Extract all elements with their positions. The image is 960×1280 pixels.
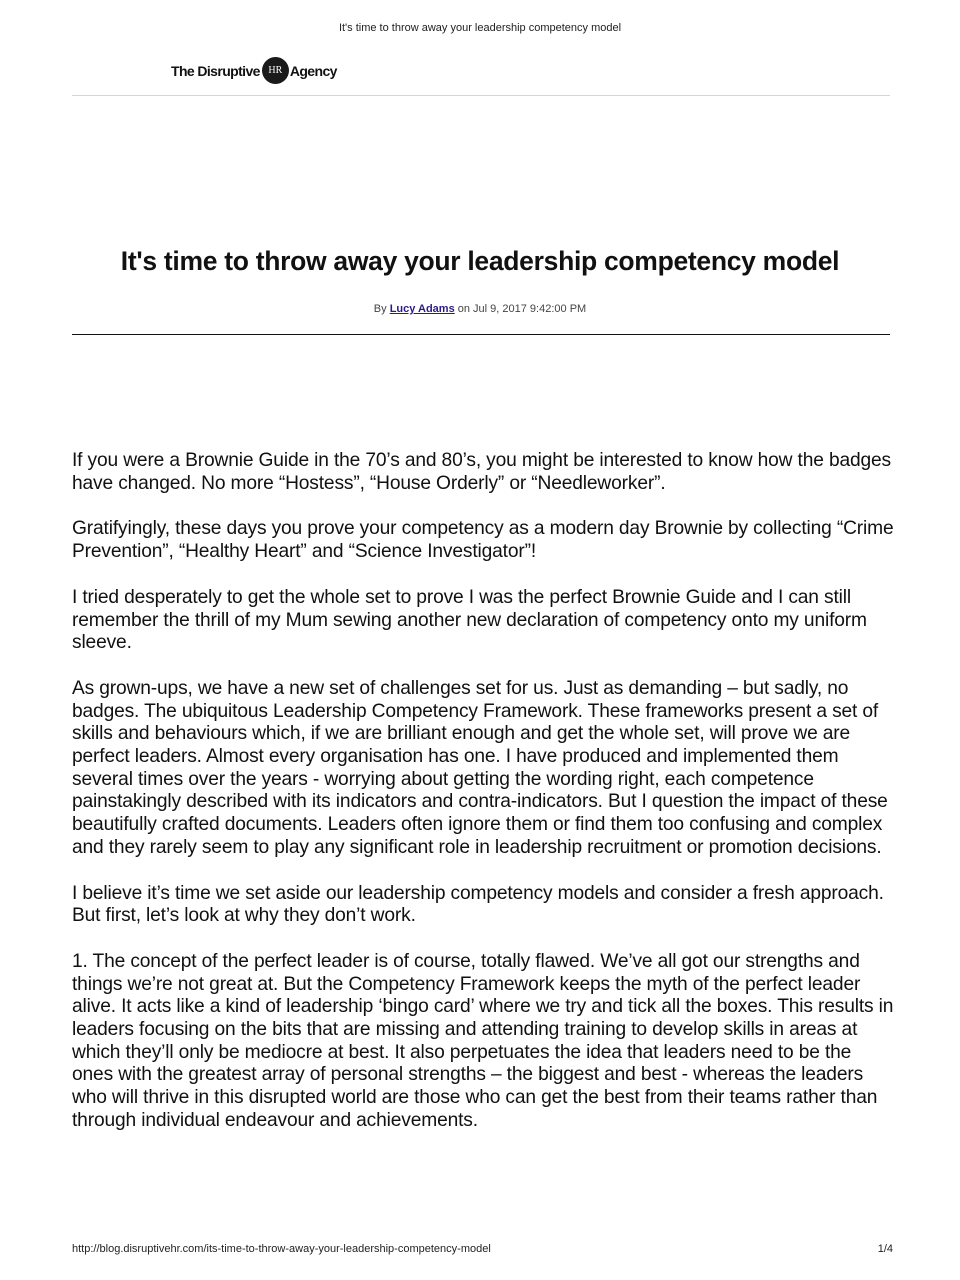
- byline-prefix: By: [373, 303, 387, 315]
- article-paragraph: I believe it’s time we set aside our leadership competency models and consider a fresh approach. But first, let’s look at why they don’t work.: [72, 882, 884, 927]
- page-number: 1/4: [877, 1243, 893, 1255]
- byline-date: on Jul 9, 2017 9:42:00 PM: [457, 303, 587, 315]
- title-divider: [72, 334, 890, 335]
- logo-text-left: The Disruptive: [171, 62, 260, 79]
- logo-text-right: Agency: [289, 62, 337, 79]
- article-paragraph: Gratifyingly, these days you prove your competency as a modern day Brownie by collecting “Crime Prevention”, “Healthy Heart” and “Science Investigator”!: [72, 518, 894, 563]
- footer-url: http://blog.disruptivehr.com/its-time-to-throw-away-your-leadership-competency-model: [72, 1243, 491, 1255]
- article-paragraph: If you were a Brownie Guide in the 70’s and 80’s, you might be interested to know how the badges have changed. No more “Hostess”, “House Orderly” or “Needleworker”.: [72, 450, 892, 494]
- print-header-title: It's time to throw away your leadership competency model: [338, 22, 622, 34]
- article-paragraph: 1. The concept of the perfect leader is of course, totally flawed. We’ve all got our strengths and things we’re not great at. But the Competency Framework keeps the myth of the perfect leader alive. It acts like a kind of leadership ‘bingo card’ where we try and tick all the boxes. This results in leaders focusing on the bits that are missing and attending training to develop skills in areas at which they’ll only be mediocre at best. It also perpetuates the idea that leaders need to be the ones with the greatest array of personal strengths – the biggest and best - whereas the leaders who will thrive in this disrupted world are those who can get the best from their teams rather than through individual endeavour and achievements.: [72, 950, 894, 1131]
- article-paragraph: I tried desperately to get the whole set to prove I was the perfect Brownie Guide and I can still remember the thrill of my Mum sewing another new declaration of competency onto my uniform sleeve.: [72, 586, 867, 654]
- brand-logo[interactable]: [171, 57, 337, 84]
- hr-badge-icon: HR: [262, 57, 289, 84]
- author-link[interactable]: Lucy Adams: [389, 303, 455, 315]
- article-paragraph: As grown-ups, we have a new set of challenges set for us. Just as demanding – but sadly, no badges. The ubiquitous Leadership Competency Framework. These frameworks present a set of skills and behaviours which, if we are brilliant enough and get the whole set, will prove we are perfect leaders. Almost every organisation has one. I have produced and implemented them several times over the years - worrying about getting the wording right, each competence painstakingly described with its indicators and contra-indicators. But I question the impact of these beautifully crafted documents. Leaders often ignore them or find them too confusing and complex and they rarely seem to play any significant role in leadership recruitment or promotion decisions.: [72, 677, 888, 858]
- article-body: [72, 450, 894, 1156]
- article-title: It's time to throw away your leadership competency model: [120, 246, 840, 276]
- header-divider: [72, 95, 890, 96]
- byline: [0, 303, 960, 315]
